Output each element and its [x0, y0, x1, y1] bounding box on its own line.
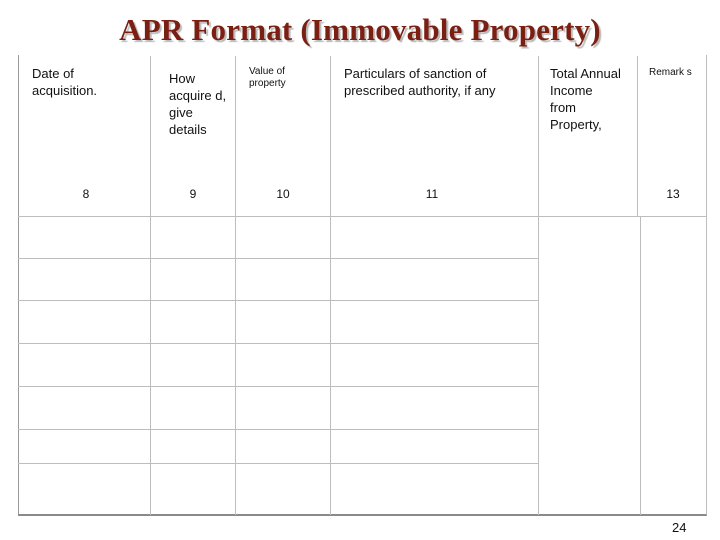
header-date-of-acquisition: Date of acquisition.: [32, 66, 98, 98]
header-total-annual-income: Total Annual Income from Property,: [550, 66, 621, 132]
grid-line: [18, 300, 538, 301]
column-number-13: 13: [666, 187, 680, 201]
grid-line: [330, 56, 331, 216]
grid-line: [640, 216, 641, 515]
column-number-9: 9: [189, 187, 197, 201]
column-number-10: 10: [276, 187, 290, 201]
grid-line: [18, 429, 538, 430]
page-number: 24: [672, 520, 687, 535]
grid-line: [538, 56, 539, 216]
grid-line: [235, 216, 236, 515]
column-number-8: 8: [82, 187, 90, 201]
grid-line: [18, 216, 707, 217]
grid-line: [18, 463, 538, 464]
column-number-11: 11: [425, 187, 439, 201]
grid-line: [18, 258, 538, 259]
header-remarks: Remark s: [649, 67, 692, 78]
grid-line: [538, 216, 539, 515]
grid-line: [150, 216, 151, 515]
slide-title: APR Format (Immovable Property): [119, 12, 601, 47]
grid-line: [330, 216, 331, 515]
grid-line: [18, 386, 538, 387]
grid-line: [235, 56, 236, 216]
grid-line: [18, 343, 538, 344]
grid-line: [150, 56, 151, 216]
header-particulars-of-sanction: Particulars of sanction of prescribed authority, if any: [344, 66, 496, 98]
header-value-of-property: Value of property: [249, 66, 286, 89]
header-how-acquired: How acquire d, give details: [169, 71, 227, 137]
grid-line: [637, 56, 638, 216]
